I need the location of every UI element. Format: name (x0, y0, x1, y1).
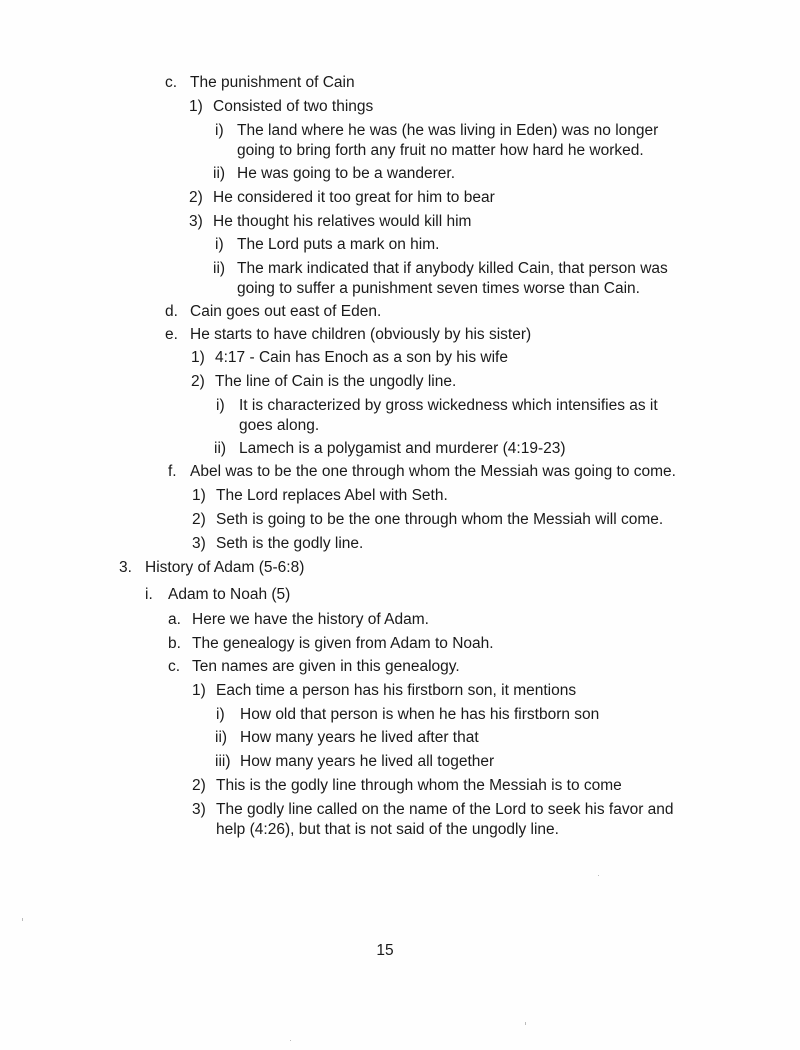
item-marker: 3. (119, 559, 132, 576)
item-text: The land where he was (he was living in Eden) was no longer (237, 122, 659, 139)
scan-speck (525, 1022, 526, 1025)
item-marker: b. (168, 635, 181, 652)
item-text: 4:17 - Cain has Enoch as a son by his wife (215, 349, 508, 366)
item-text: Lamech is a polygamist and murderer (4:19-23) (239, 440, 566, 457)
item-text: The genealogy is given from Adam to Noah. (192, 635, 494, 652)
item-text: How old that person is when he has his firstborn son (240, 706, 600, 723)
item-marker: e. (165, 326, 178, 343)
item-text-continuation: goes along. (239, 417, 320, 434)
item-marker: 1) (192, 682, 206, 699)
item-text: He thought his relatives would kill him (213, 213, 472, 230)
item-marker: i) (215, 236, 224, 253)
item-marker: 2) (192, 777, 206, 794)
item-text-continuation: help (4:26), but that is not said of the ungodly line. (216, 821, 559, 838)
item-marker: i) (216, 397, 225, 414)
item-marker: 2) (189, 189, 203, 206)
item-marker: 1) (189, 98, 203, 115)
item-marker: 2) (191, 373, 205, 390)
item-marker: c. (165, 74, 178, 91)
item-marker: 3) (189, 213, 203, 230)
item-text: This is the godly line through whom the Messiah is to come (216, 777, 622, 794)
item-text: How many years he lived all together (240, 753, 495, 770)
item-text: He considered it too great for him to bear (213, 189, 495, 206)
item-text: The godly line called on the name of the Lord to seek his favor and (216, 801, 674, 818)
item-text: Seth is the godly line. (216, 535, 364, 552)
item-text: The line of Cain is the ungodly line. (215, 373, 457, 390)
item-marker: i) (215, 122, 224, 139)
item-marker: 3) (192, 801, 206, 818)
item-text-continuation: going to suffer a punishment seven times worse than Cain. (237, 280, 640, 297)
item-marker: 1) (192, 487, 206, 504)
item-marker: i) (216, 706, 225, 723)
item-marker: f. (168, 463, 177, 480)
scan-speck (22, 918, 23, 921)
item-text: How many years he lived after that (240, 729, 479, 746)
item-marker: ii) (215, 729, 228, 746)
item-text-continuation: going to bring forth any fruit no matter how hard he worked. (237, 142, 644, 159)
item-text: The Lord replaces Abel with Seth. (216, 487, 448, 504)
item-text: Abel was to be the one through whom the Messiah was going to come. (190, 463, 676, 480)
page-number: 15 (376, 942, 394, 959)
item-marker: c. (168, 658, 181, 675)
item-text: The punishment of Cain (190, 74, 355, 91)
item-text: The mark indicated that if anybody killed Cain, that person was (237, 260, 668, 277)
item-marker: 3) (192, 535, 206, 552)
item-marker: ii) (213, 260, 226, 277)
item-text: Cain goes out east of Eden. (190, 303, 382, 320)
item-text: History of Adam (5-6:8) (145, 559, 305, 576)
item-marker: ii) (213, 165, 226, 182)
item-marker: a. (168, 611, 181, 628)
item-text: It is characterized by gross wickedness which intensifies as it (239, 397, 658, 414)
item-text: Adam to Noah (5) (168, 586, 291, 603)
item-text: Each time a person has his firstborn son, it mentions (216, 682, 577, 699)
scan-speck (290, 1040, 291, 1041)
item-text: Consisted of two things (213, 98, 374, 115)
item-text: Ten names are given in this genealogy. (192, 658, 460, 675)
item-text: Seth is going to be the one through whom the Messiah will come. (216, 511, 664, 528)
item-marker: i. (145, 586, 153, 603)
scan-speck (598, 875, 599, 876)
item-text: He was going to be a wanderer. (237, 165, 455, 182)
item-marker: d. (165, 303, 178, 320)
item-text: He starts to have children (obviously by his sister) (190, 326, 532, 343)
item-text: The Lord puts a mark on him. (237, 236, 440, 253)
item-marker: 1) (191, 349, 205, 366)
item-marker: 2) (192, 511, 206, 528)
item-marker: iii) (215, 753, 231, 770)
item-marker: ii) (214, 440, 227, 457)
item-text: Here we have the history of Adam. (192, 611, 429, 628)
